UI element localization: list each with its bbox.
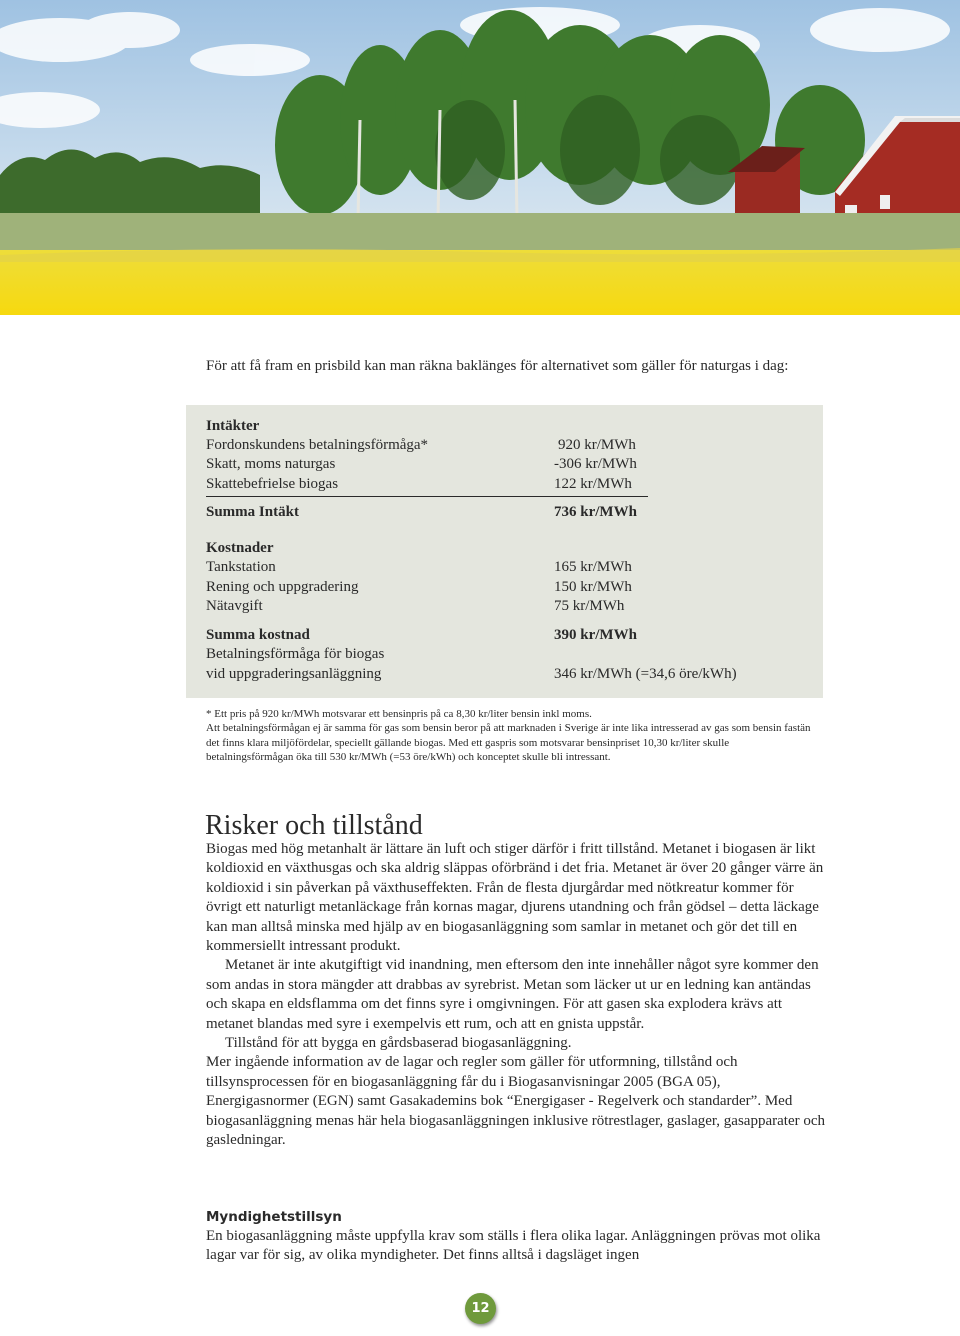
paragraph: Mer ingående information av de lagar och regler som gäller för utformning, tillstånd och tillsynsprocessen för en biogasanläggning får du i Biogasanvisningar 2005 (BGA 05), Energigasnormer (EGN) samt Gasakademins bok “Energigaser - Regelverk och standarder”. Med biogasanläggning menas här hela biogasanläggningen inklusive rötrestlager, gaslager, gasapparater och gasledningar. bbox=[206, 1054, 825, 1149]
cost-label: Rening och uppgradering bbox=[206, 579, 359, 595]
income-value: 122 kr/MWh bbox=[554, 476, 632, 492]
capacity-label: vid uppgraderingsanläggning bbox=[206, 666, 382, 682]
cost-label: Nätavgift bbox=[206, 598, 263, 614]
footnotes bbox=[206, 707, 816, 765]
farm-landscape-photo bbox=[0, 0, 960, 315]
section-body bbox=[206, 840, 826, 1151]
subsection-heading: Myndighetstillsyn bbox=[206, 1209, 342, 1225]
income-value: 920 kr/MWh bbox=[558, 437, 636, 453]
capacity-label: Betalningsförmåga för biogas bbox=[206, 646, 385, 662]
income-label: Fordonskundens betalningsförmåga* bbox=[206, 437, 429, 453]
section-heading: Risker och tillstånd bbox=[205, 810, 423, 841]
divider bbox=[206, 496, 648, 497]
page-number-badge: 12 bbox=[465, 1293, 496, 1324]
income-label: Skatt, moms naturgas bbox=[206, 456, 336, 472]
paragraph: Metanet är inte akutgiftigt vid inandning, men eftersom den inte innehåller något syre kommer den som andas in stora mängder att drabbas av syrebrist. Metan som läcker ut ur en ledning kan antändas och skapa en eldsflamma om det finns syre i omgivningen. För att gasen ska explodera krävs att metanet blandas med syre i exempelvis ett rum, och att en gnista uppstår. bbox=[206, 957, 819, 1032]
capacity-value: 346 kr/MWh (=34,6 öre/kWh) bbox=[554, 666, 737, 682]
subsection-body: En biogasanläggning måste uppfylla krav som ställs i flera olika lagar. Anläggningen prövas mot olika lagar var för sig, av olika myndigheter. Det finns alltså i dagsläget ingen bbox=[206, 1228, 821, 1264]
cost-total-value: 390 kr/MWh bbox=[554, 627, 637, 643]
cost-value: 165 kr/MWh bbox=[554, 559, 632, 575]
cost-label: Tankstation bbox=[206, 559, 276, 575]
costs-heading: Kostnader bbox=[206, 540, 274, 556]
paragraph: Biogas med hög metanhalt är lättare än luft och stiger därför i fritt tillstånd. Metanet i biogasen är likt koldioxid en växthusgas och ska aldrig släppas oförbränd i det fria. Metanet är över 20 gånger värre än koldioxid i sin påverkan på växthuseffekten. Från de flesta djurgårdar med nötkreatur kommer för övrigt ett naturligt metanläckage från kornas magar, djurens utandning och från gödsel – detta läckage kan man alltså minska med hjälp av en biogasanläggning som samlar in metanet och gör det till en kommersiellt intressant produkt. bbox=[206, 841, 824, 955]
footnote: Att betalningsförmågan ej är samma för gas som bensin beror på att marknaden i Sverige är inte lika intresserad av gas som bensin fastän det finns klara miljöfördelar, speciellt gällande biogas. Med ett gaspris som motsvarar bensinpriset 10,30 kr/liter skulle betalningsförmågan öka till 530 kr/MWh (=53 öre/kWh) och konceptet skulle bli intressant. bbox=[206, 722, 811, 764]
cost-total-label: Summa kostnad bbox=[206, 627, 310, 643]
price-calculation-box bbox=[186, 405, 823, 698]
income-heading: Intäkter bbox=[206, 418, 260, 434]
paragraph: Tillstånd för att bygga en gårdsbaserad biogasanläggning. bbox=[225, 1035, 572, 1052]
income-total-value: 736 kr/MWh bbox=[554, 504, 637, 520]
income-total-label: Summa Intäkt bbox=[206, 504, 299, 520]
cost-value: 75 kr/MWh bbox=[554, 598, 625, 614]
income-label: Skattebefrielse biogas bbox=[206, 476, 339, 492]
income-value: -306 kr/MWh bbox=[554, 456, 637, 472]
cost-value: 150 kr/MWh bbox=[554, 579, 632, 595]
footnote: * Ett pris på 920 kr/MWh motsvarar ett bensinpris på ca 8,30 kr/liter bensin inkl moms. bbox=[206, 708, 592, 720]
intro-paragraph: För att få fram en prisbild kan man räkna baklänges för alternativet som gäller för naturgas i dag: bbox=[206, 358, 789, 374]
